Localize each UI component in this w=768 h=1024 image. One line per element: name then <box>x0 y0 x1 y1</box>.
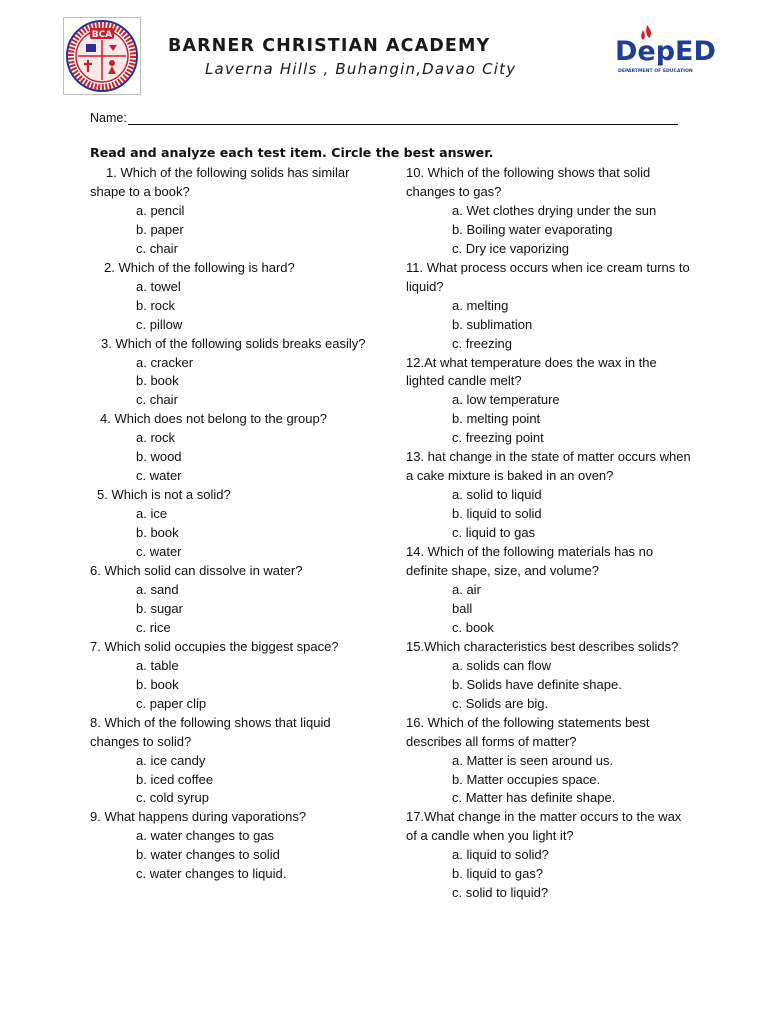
test-instruction: Read and analyze each test item. Circle the best answer. <box>90 145 494 160</box>
answer-option[interactable]: a. pencil <box>136 202 185 218</box>
answer-option[interactable]: a. air <box>452 581 481 597</box>
answer-option[interactable]: a. ice <box>136 506 168 522</box>
answer-option[interactable]: c. book <box>452 619 494 635</box>
answer-option[interactable]: a. cracker <box>136 354 194 370</box>
question-14: 14. Which of the following materials has no definite shape, size, and volume? <box>406 544 654 579</box>
question-2: 2. Which of the following is hard? <box>104 259 295 275</box>
answer-option[interactable]: a. water changes to gas <box>136 828 275 844</box>
answer-option[interactable]: a. table <box>136 657 179 673</box>
answer-option[interactable]: c. cold syrup <box>136 790 209 806</box>
answer-option[interactable]: c. water <box>136 544 182 560</box>
answer-option[interactable]: c. chair <box>136 240 178 256</box>
answer-option[interactable]: b. liquid to solid <box>452 506 542 522</box>
answer-option[interactable]: c. freezing <box>452 335 512 351</box>
name-label: Name: <box>90 111 127 125</box>
answer-option[interactable]: b. book <box>136 373 179 389</box>
name-underline <box>128 124 678 125</box>
answer-option[interactable]: c. Solids are big. <box>452 695 549 711</box>
answer-option[interactable]: c. Dry ice vaporizing <box>452 240 570 256</box>
question-12: 12.At what temperature does the wax in the lighted candle melt? <box>406 354 657 389</box>
question-17: 17.What change in the matter occurs to the wax of a candle when you light it? <box>406 809 682 844</box>
answer-option[interactable]: a. solids can flow <box>452 657 551 673</box>
deped-subtext: DEPARTMENT OF EDUCATION <box>618 69 693 74</box>
question-1: 1. Which of the following solids has similar shape to a book? <box>90 165 350 199</box>
answer-option[interactable]: a. Wet clothes drying under the sun <box>452 202 657 218</box>
answer-option[interactable]: a. solid to liquid <box>452 487 542 503</box>
answer-option[interactable]: c. liquid to gas <box>452 525 536 541</box>
seal-text: BCA <box>91 30 113 40</box>
school-seal-logo <box>63 17 141 95</box>
answer-option[interactable]: b. Solids have definite shape. <box>452 676 622 692</box>
question-4: 4. Which does not belong to the group? <box>100 411 327 427</box>
question-7: 7. Which solid occupies the biggest space? <box>90 638 339 654</box>
deped-wordmark: DepED <box>615 36 716 67</box>
question-9: 9. What happens during vaporations? <box>90 809 307 825</box>
answer-option[interactable]: b. iced coffee <box>136 771 214 787</box>
document-header <box>0 0 768 100</box>
answer-option[interactable]: b. rock <box>136 297 176 313</box>
answer-option[interactable]: b. book <box>136 525 179 541</box>
answer-option[interactable]: a. low temperature <box>452 392 560 408</box>
answer-option[interactable]: c. chair <box>136 392 178 408</box>
answer-option[interactable]: a. towel <box>136 278 181 294</box>
question-10: 10. Which of the following shows that solid changes to gas? <box>406 165 651 199</box>
answer-option[interactable]: a. rock <box>136 430 176 446</box>
question-13: 13. hat change in the state of matter occurs when a cake mixture is baked in an oven? <box>406 449 691 484</box>
question-8: 8. Which of the following shows that liquid changes to solid? <box>90 714 331 749</box>
answer-option[interactable]: b. Boiling water evaporating <box>452 221 613 237</box>
answer-option[interactable]: b. sublimation <box>452 316 533 332</box>
school-name: BARNER CHRISTIAN ACADEMY <box>168 36 491 56</box>
answer-option[interactable]: c. paper clip <box>136 695 207 711</box>
answer-option[interactable]: b. paper <box>136 221 184 237</box>
left-question-column <box>90 164 375 884</box>
question-15: 15.Which characteristics best describes solids? <box>406 638 679 654</box>
name-field[interactable] <box>90 111 678 129</box>
answer-option[interactable]: b. Matter occupies space. <box>452 771 601 787</box>
answer-option[interactable]: b. melting point <box>452 411 541 427</box>
answer-option[interactable]: c. solid to liquid? <box>452 885 549 901</box>
answer-option[interactable]: a. liquid to solid? <box>452 847 549 863</box>
question-16: 16. Which of the following statements best describes all forms of matter? <box>406 714 650 749</box>
question-3: 3. Which of the following solids breaks easily? <box>101 335 366 351</box>
answer-option[interactable]: b. liquid to gas? <box>452 866 544 882</box>
question-5: 5. Which is not a solid? <box>97 487 231 503</box>
answer-option[interactable]: c. pillow <box>136 316 183 332</box>
answer-option[interactable]: a. Matter is seen around us. <box>452 752 614 768</box>
answer-option[interactable]: c. water changes to liquid. <box>136 866 287 882</box>
answer-option[interactable]: b. book <box>136 676 179 692</box>
school-address: Laverna Hills , Buhangin,Davao City <box>205 60 517 78</box>
answer-option[interactable]: ball <box>452 600 473 616</box>
answer-option[interactable]: b. water changes to solid <box>136 847 280 863</box>
answer-option[interactable]: b. sugar <box>136 600 183 616</box>
right-question-column <box>406 164 691 903</box>
answer-option[interactable]: c. rice <box>136 619 171 635</box>
question-11: 11. What process occurs when ice cream turns to liquid? <box>406 259 690 294</box>
answer-option[interactable]: c. Matter has definite shape. <box>452 790 616 806</box>
answer-option[interactable]: a. ice candy <box>136 752 206 768</box>
answer-option[interactable]: b. wood <box>136 449 182 465</box>
deped-logo <box>614 22 724 80</box>
question-6: 6. Which solid can dissolve in water? <box>90 563 303 579</box>
answer-option[interactable]: a. sand <box>136 581 179 597</box>
answer-option[interactable]: c. water <box>136 468 182 484</box>
answer-option[interactable]: a. melting <box>452 297 509 313</box>
answer-option[interactable]: c. freezing point <box>452 430 544 446</box>
